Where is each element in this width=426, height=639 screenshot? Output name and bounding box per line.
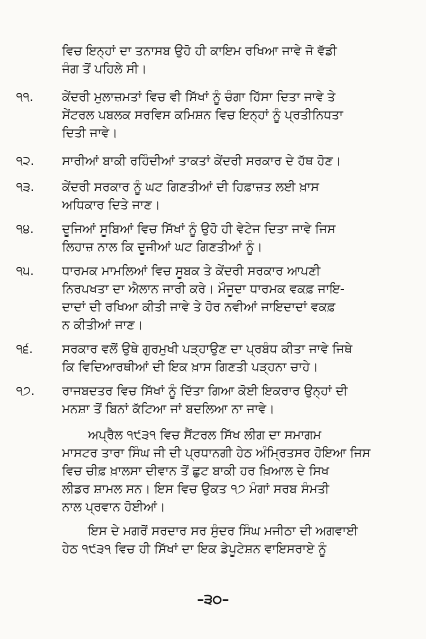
text-line: ਨ ਕੀਤੀਆਂ ਜਾਣ। (62, 317, 144, 332)
text-line: ਜੰਗ ਤੋਂ ਪਹਿਲੇ ਸੀ। (62, 61, 147, 76)
item-number: ੧੩. (16, 179, 35, 194)
item-number: ੧੭. (16, 383, 35, 398)
text-line: ਅਧਿਕਾਰ ਦਿਤੇ ਜਾਣ। (62, 197, 161, 212)
text-line: ਹੇਠ ੧੯੩੧ ਵਿਚ ਹੀ ਸਿੱਖਾਂ ਦਾ ਇਕ ਡੇਪੂਟੇਸ਼ਨ ਵਾਇਸਰਾਏ ਨੂੰ (62, 541, 327, 556)
text-line: ੧੬. ਸਰਕਾਰ ਵਲੋਂ ਉਥੇ ਗੁਰਮੁਖੀ ਪੜ੍ਹਾਉਣ ਦਾ ਪ੍ਰਬੰਧ ਕੀਤਾ ਜਾਵੇ ਜਿਥੇ (16, 341, 353, 356)
item-number: ੧੬. (16, 341, 33, 356)
text-line: ੧੩. ਕੇਂਦਰੀ ਸਰਕਾਰ ਨੂੰ ਘਟ ਗਿਣਤੀਆਂ ਦੀ ਹਿਫ਼ਾਜ਼ਤ ਲਈ ਖ਼ਾਸ (16, 179, 320, 194)
text-line: ਵਿਚ ਇਨ੍ਹਾਂ ਦਾ ਤਨਾਸਬ ਉਹੋ ਹੀ ਕਾਇਮ ਰਖਿਆ ਜਾਵੇ ਜੋ ਵੱਡੀ (62, 43, 337, 58)
text-line: ਵਿਚ ਚੀਫ਼ ਖ਼ਾਲਸਾ ਦੀਵਾਨ ਤੋਂ ਛੁਟ ਬਾਕੀ ਹਰ ਖ਼ਿਆਲ ਦੇ ਸਿਖ (62, 463, 330, 478)
text-line: ੧੪. ਦੂਜਿਆਂ ਸੂਬਿਆਂ ਵਿਚ ਸਿੱਖਾਂ ਨੂੰ ਉਹੋ ਹੀ ਵੇਟੇਜ ਦਿਤਾ ਜਾਵੇ ਜਿਸ (16, 221, 336, 236)
item-number: ੧੨. (16, 153, 35, 168)
text-line: ਨਿਰਪਖਤਾ ਦਾ ਐਲਾਨ ਜਾਰੀ ਕਰੇ। ਮੌਜੂਦਾ ਧਾਰਮਕ ਵਕਫ਼ ਜਾਇ- (62, 281, 345, 296)
text-line: ਸੇਂਟਰਲ ਪਬਲਕ ਸਰਵਿਸ ਕਮਿਸ਼ਨ ਵਿਚ ਇਨ੍ਹਾਂ ਨੂੰ ਪ੍ਰਤੀਨਿਧਤਾ (62, 107, 344, 122)
page-number: –੩੦– (196, 592, 230, 608)
text-line: ਨਾਲ ਪ੍ਰਵਾਨ ਹੋਈਆਂ। (62, 499, 166, 514)
text-line: ਕਿ ਵਿਦਿਆਰਥੀਆਂ ਦੀ ਇਕ ਖ਼ਾਸ ਗਿਣਤੀ ਪੜ੍ਹਨਾ ਚਾਹੇ। (62, 359, 319, 374)
text-line: ਦਾਦਾਂ ਦੀ ਰਖਿਆ ਕੀਤੀ ਜਾਵੇ ਤੇ ਹੋਰ ਨਵੀਆਂ ਜਾਇਦਾਦਾਂ ਵਕਫ਼ (62, 299, 336, 314)
text-line: ੧੧. ਕੇਂਦਰੀ ਮੁਲਾਜ਼ਮਤਾਂ ਵਿਚ ਵੀ ਸਿੱਖਾਂ ਨੂੰ ਚੰਗਾ ਹਿੱਸਾ ਦਿਤਾ ਜਾਵੇ ਤੇ (16, 89, 336, 104)
text-line: ੧੫. ਧਾਰਮਕ ਮਾਮਲਿਆਂ ਵਿਚ ਸੂਬਕ ਤੇ ਕੇਂਦਰੀ ਸਰਕਾਰ ਆਪਣੀ (16, 263, 321, 278)
text-line: ਮਨਸ਼ਾ ਤੋਂ ਬਿਨਾਂ ਕੱਟਿਆ ਜਾਂ ਬਦਲਿਆ ਨਾ ਜਾਵੇ। (62, 401, 275, 416)
text-line: ਇਸ ਦੇ ਮਗਰੋਂ ਸਰਦਾਰ ਸਰ ਸੁੰਦਰ ਸਿੰਘ ਮਜੀਠਾ ਦੀ ਅਗਵਾਈ (88, 523, 358, 538)
item-number: ੧੧. (16, 89, 34, 104)
text-line: ੧੭. ਰਾਜਬਦਤਰ ਵਿਚ ਸਿੱਖਾਂ ਨੂੰ ਦਿੱਤਾ ਗਿਆ ਕੋਈ ਇਕਰਾਰ ਉਨ੍ਹਾਂ ਦੀ (16, 383, 348, 398)
item-number: ੧੫. (16, 263, 34, 278)
text-line: ਅਪ੍ਰੈਲ ੧੯੩੧ ਵਿਚ ਸੈਂਟਰਲ ਸਿੱਖ ਲੀਗ ਦਾ ਸਮਾਗਮ (88, 427, 322, 442)
text-line: ਮਾਸਟਰ ਤਾਰਾ ਸਿੰਘ ਜੀ ਦੀ ਪ੍ਰਧਾਨਗੀ ਹੇਠ ਅੰਮ੍ਰਿਤਸਰ ਹੋਇਆ ਜਿਸ (62, 445, 371, 460)
text-line: ਦਿਤੀ ਜਾਵੇ। (62, 125, 118, 140)
item-number: ੧੪. (16, 221, 34, 236)
text-line: ਲੀਡਰ ਸ਼ਾਮਲ ਸਨ। ਇਸ ਵਿਚ ਉਕਤ ੧੭ ਮੰਗਾਂ ਸਰਬ ਸੰਮਤੀ (62, 481, 330, 496)
text-line: ੧੨. ਸਾਰੀਆਂ ਬਾਕੀ ਰਹਿੰਦੀਆਂ ਤਾਕਤਾਂ ਕੇਂਦਰੀ ਸਰਕਾਰ ਦੇ ਹੱਥ ਹੋਣ। (16, 153, 342, 168)
text-line: ਲਿਹਾਜ਼ ਨਾਲ ਕਿ ਦੂਜੀਆਂ ਘਟ ਗਿਣਤੀਆਂ ਨੂੰ। (62, 239, 263, 254)
